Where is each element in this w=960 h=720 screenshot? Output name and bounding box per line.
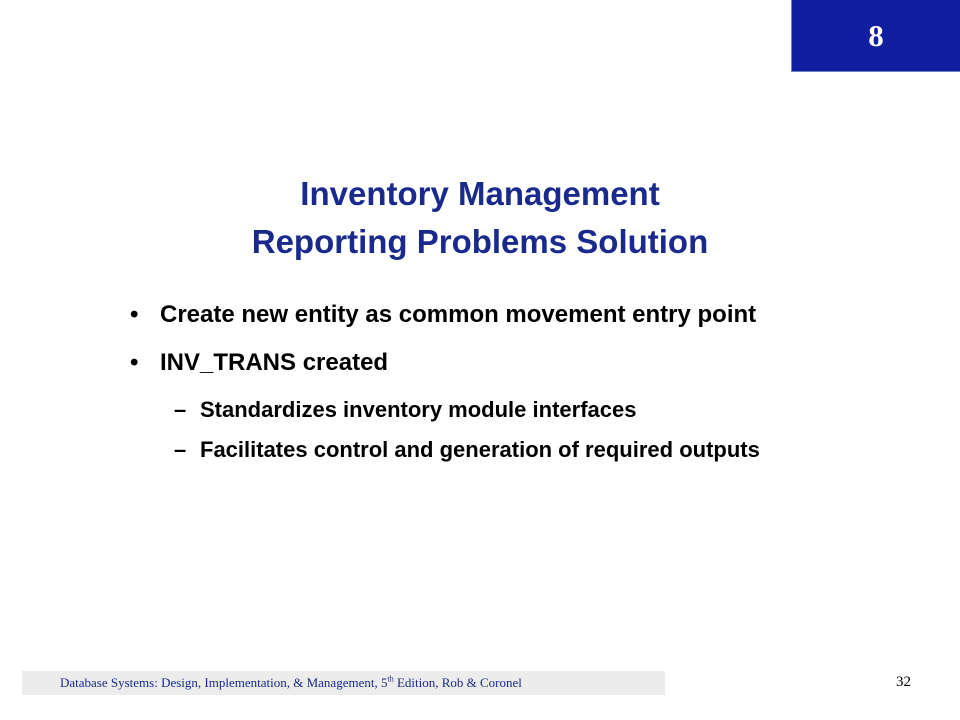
page-number: 32: [896, 674, 911, 690]
title-line-2: Reporting Problems Solution: [251, 223, 709, 260]
slide-title: [0, 170, 960, 266]
sub-bullet-item: [130, 394, 870, 426]
footer-text: Database Systems: Design, Implementation, & Management, 5: [60, 675, 388, 690]
footer-superscript: th: [387, 674, 394, 684]
bullet-marker: •: [130, 349, 139, 376]
chapter-number: 8: [868, 17, 884, 53]
sub-bullet-text: Facilitates control and generation of required outputs: [200, 437, 760, 462]
bullet-text: INV_TRANS created: [160, 349, 389, 376]
bullet-marker: •: [130, 301, 139, 328]
title-line-1: Inventory Management: [300, 175, 660, 212]
sub-bullet-marker: –: [174, 437, 187, 462]
sub-bullet-text: Standardizes inventory module interfaces: [200, 397, 637, 422]
bullet-item: [130, 298, 870, 332]
sub-bullet-marker: –: [174, 397, 187, 422]
chapter-badge: [791, 0, 960, 72]
slide-body: [130, 298, 870, 474]
bullet-item: [130, 346, 870, 380]
footer-text-end: Edition, Rob & Coronel: [393, 675, 522, 690]
footer-band: [22, 671, 665, 695]
sub-bullet-item: [130, 434, 870, 466]
bullet-text: Create new entity as common movement entry point: [160, 301, 757, 328]
